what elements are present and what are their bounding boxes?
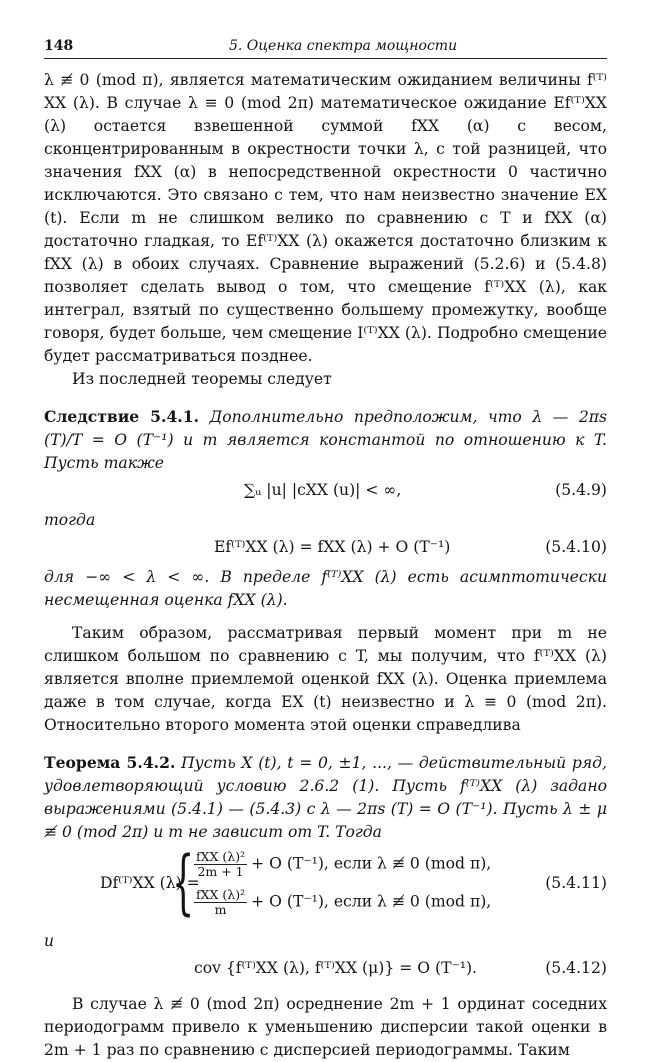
theorem-text: Пусть X (t), t = 0, ±1, ..., — действительный ряд, удовлетворяющий условию 2.6.2 (1). Пусть f⁽ᵀ⁾XX (λ) задано выражениями (5.4.1) — (5.4.3) с λ — 2πs (T) = O (T⁻¹). Пусть λ ± μ ≢ 0 (mod 2π) и m не зависит от T. Тогда <box>44 754 607 841</box>
page-number: 148 <box>44 38 74 54</box>
equation-number: (5.4.12) <box>545 959 607 977</box>
corollary-5-4-1 <box>44 405 607 475</box>
equation-number: (5.4.10) <box>545 538 607 556</box>
equation-number: (5.4.9) <box>555 481 607 499</box>
equation-lhs: Df⁽ᵀ⁾XX (λ) = <box>100 874 200 892</box>
book-page <box>44 32 607 1062</box>
equation-5-4-11 <box>44 841 607 926</box>
paragraph-first-moment: Таким образом, рассматривая первый момент при m не слишком большом по сравнению с T, мы получим, что f⁽ᵀ⁾XX (λ) является вполне приемлемой оценкой fXX (λ). Оценка приемлема даже в том случае, когда EX (t) неизвестно и λ ≡ 0 (mod 2π). Относительно второго момента этой оценки справедлива <box>44 624 607 734</box>
case-row-1 <box>194 850 491 879</box>
running-header <box>44 32 607 59</box>
corollary-conclusion: для −∞ < λ < ∞. В пределе f⁽ᵀ⁾XX (λ) есть асимптотически несмещенная оценка fXX (λ). <box>44 568 607 609</box>
equation-5-4-9 <box>44 475 607 509</box>
numerator: fXX (λ)² <box>196 887 246 902</box>
equation-5-4-12 <box>44 953 607 987</box>
paragraph-variance: В случае λ ≢ 0 (mod 2π) осреднение 2m + 1 ординат соседних периодограмм привело к уменьшению дисперсии такой оценки в 2m + 1 раз по сравнению с дисперсией периодограммы. Таким <box>44 995 607 1059</box>
corollary-label: Следствие 5.4.1. <box>44 407 200 426</box>
paragraph-follows: Из последней теоремы следует <box>72 370 332 388</box>
case-condition: + O (T⁻¹), если λ ≢ 0 (mod π), <box>251 854 492 873</box>
denominator: 2m + 1 <box>197 864 244 879</box>
numerator: fXX (λ)² <box>196 849 246 864</box>
and-word: и <box>44 932 55 950</box>
chapter-title: 5. Оценка спектра мощности <box>229 38 458 54</box>
equation-number: (5.4.11) <box>545 874 607 892</box>
fraction <box>194 888 247 917</box>
fraction <box>194 850 247 879</box>
equation-body: ∑ᵤ |u| |cXX (u)| < ∞, <box>244 481 402 499</box>
left-brace: { <box>172 841 195 923</box>
equation-5-4-10 <box>44 532 607 566</box>
theorem-5-4-2 <box>44 751 607 844</box>
case-row-2 <box>194 888 491 917</box>
corollary-text: Дополнительно предположим, что λ — 2πs (T)/T = O (T⁻¹) и m является константой по отношению к T. Пусть также <box>44 408 607 472</box>
then-word: тогда <box>44 511 96 529</box>
equation-body: cov {f⁽ᵀ⁾XX (λ), f⁽ᵀ⁾XX (μ)} = O (T⁻¹). <box>194 959 478 977</box>
paragraph-bias-discussion: λ ≢ 0 (mod π), является математическим ожиданием величины f⁽ᵀ⁾XX (λ). В случае λ ≡ 0 (mod 2π) математическое ожидание Ef⁽ᵀ⁾XX (λ) остается взвешенной суммой fXX (α) с весом, сконцентрированным в окрестности точки λ, с той разницей, что значения fXX (α) в непосредственной окрестности 0 частично исключаются. Это связано с тем, что нам неизвестно значение EX (t). Если m не слишком велико по сравнению с T и fXX (α) достаточно гладкая, то Ef⁽ᵀ⁾XX (λ) окажется достаточно близким к fXX (λ) в обоих случаях. Сравнение выражений (5.2.6) и (5.4.8) позволяет сделать вывод о том, что смещение f⁽ᵀ⁾XX (λ), как интеграл, взятый по существенно большему промежутку, вообще говоря, будет больше, чем смещение I⁽ᵀ⁾XX (λ). Подробно смещение будет рассматриваться позднее. <box>44 71 607 365</box>
denominator: m <box>214 902 227 917</box>
case-condition: + O (T⁻¹), если λ ≢ 0 (mod π), <box>251 892 492 911</box>
theorem-label: Теорема 5.4.2. <box>44 753 176 772</box>
equation-body: Ef⁽ᵀ⁾XX (λ) = fXX (λ) + O (T⁻¹) <box>214 538 451 556</box>
